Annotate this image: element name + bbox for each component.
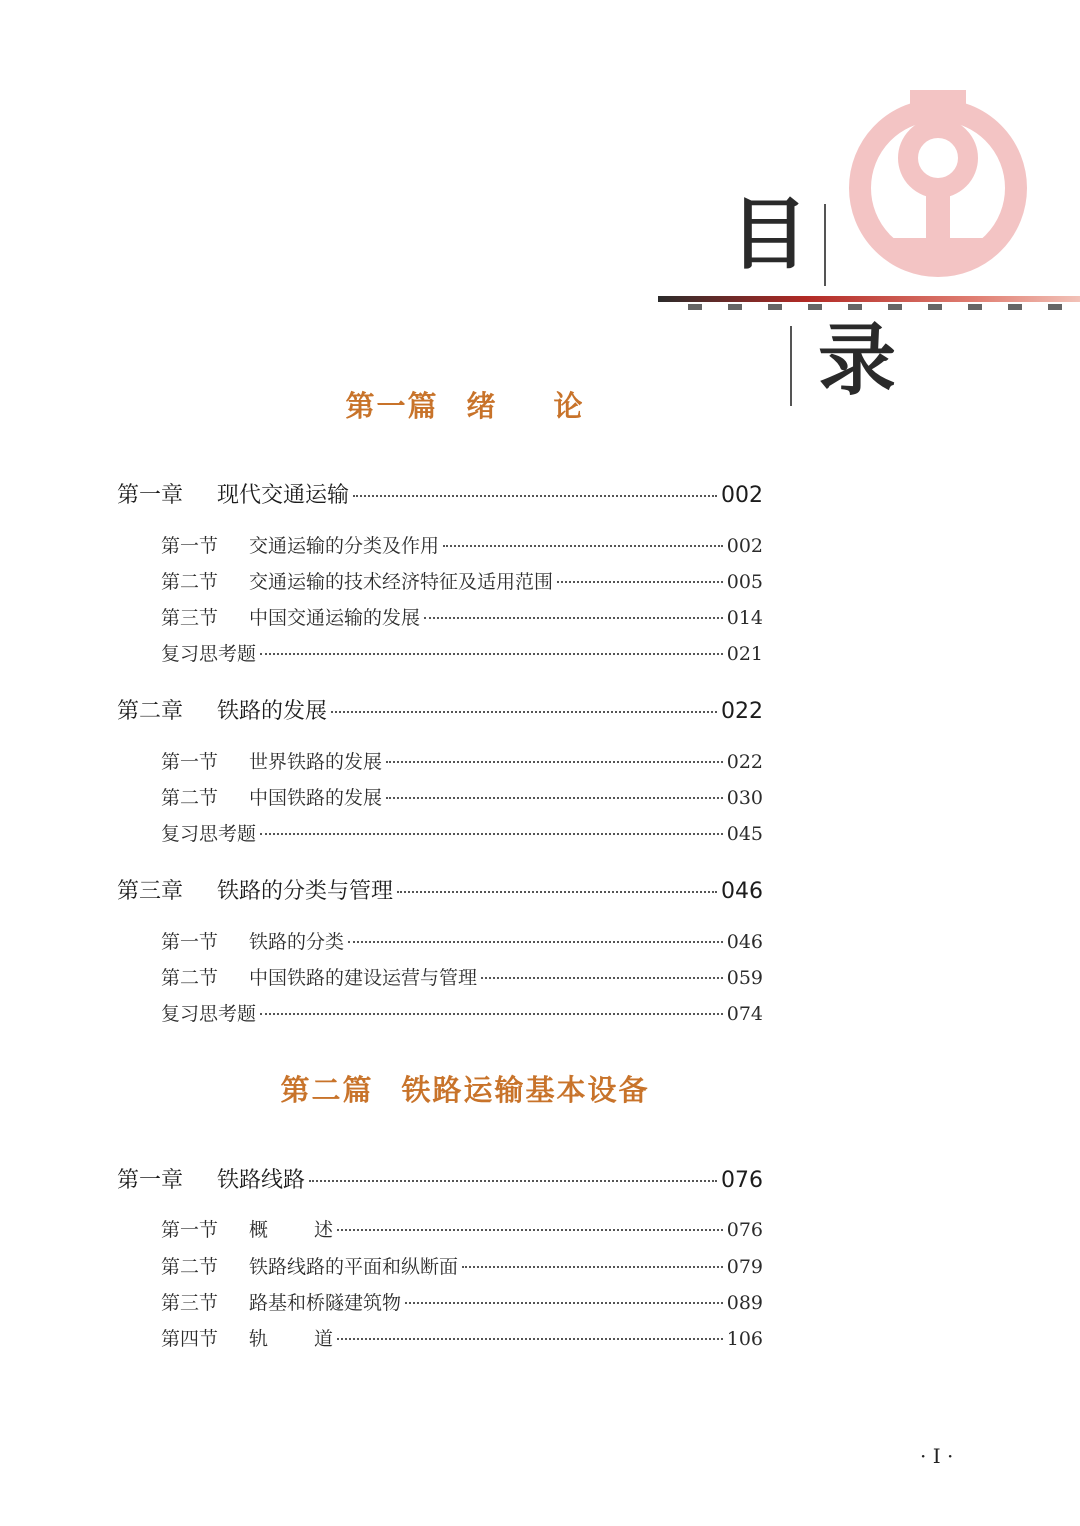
section-number: 第一节	[161, 751, 219, 773]
part-2-title	[0, 1068, 930, 1109]
dot-leader	[337, 1229, 723, 1231]
section-page: 074	[726, 1003, 763, 1025]
toc-chapter[interactable]	[117, 694, 763, 725]
part-1-title	[0, 384, 930, 425]
toc-section[interactable]	[161, 783, 763, 810]
dot-leader	[348, 941, 723, 943]
toc-section[interactable]	[161, 963, 763, 990]
section-number: 第一节	[161, 1219, 219, 1241]
dot-leader	[309, 1180, 717, 1182]
section-page: 059	[726, 967, 763, 989]
section-title: 路基和桥隧建筑物	[249, 1292, 402, 1314]
toc-section[interactable]	[161, 531, 763, 558]
section-page: 045	[726, 823, 763, 845]
chapter-page: 022	[721, 699, 763, 724]
chapter-page: 002	[721, 483, 763, 508]
section-title: 中国铁路的建设运营与管理	[249, 967, 478, 989]
title-char-mu: 目	[730, 190, 809, 280]
title-accent-bar	[658, 296, 1080, 310]
section-page: 002	[726, 535, 763, 557]
part-2-name: 铁路运输基本设备	[401, 1073, 650, 1107]
toc-section[interactable]	[161, 747, 763, 774]
section-number: 第二节	[161, 1256, 219, 1278]
section-number: 第二节	[161, 787, 219, 809]
section-title: 铁路线路的平面和纵断面	[249, 1256, 459, 1278]
section-page: 089	[726, 1292, 763, 1314]
dot-leader	[462, 1266, 723, 1268]
section-number: 第一节	[161, 931, 219, 953]
toc-section[interactable]	[161, 1252, 763, 1279]
toc-review[interactable]	[161, 999, 763, 1026]
section-title-b: 述	[314, 1219, 334, 1241]
section-page: 046	[726, 931, 763, 953]
section-title-a: 轨	[249, 1328, 269, 1350]
chapter-title: 铁路的发展	[217, 699, 328, 724]
section-page: 021	[726, 643, 763, 665]
section-title: 中国交通运输的发展	[249, 607, 421, 629]
toc-chapter[interactable]	[117, 874, 763, 905]
chapter-number: 第三章	[117, 879, 184, 904]
part-1-name-a: 绪	[466, 389, 498, 423]
toc-section[interactable]	[161, 1324, 763, 1351]
page-number: · I ·	[920, 1444, 954, 1468]
section-title: 交通运输的分类及作用	[249, 535, 440, 557]
title-char-lu: 录	[818, 316, 897, 406]
section-number: 第一节	[161, 535, 219, 557]
part-2-label: 第二篇	[280, 1073, 374, 1107]
section-title-a: 概	[249, 1219, 269, 1241]
toc-review[interactable]	[161, 639, 763, 666]
section-page: 076	[726, 1219, 763, 1241]
chapter-title: 现代交通运输	[217, 483, 350, 508]
section-page: 014	[726, 607, 763, 629]
dot-leader	[481, 977, 723, 979]
section-title: 铁路的分类	[249, 931, 345, 953]
dot-leader	[557, 581, 723, 583]
section-page: 022	[726, 751, 763, 773]
dot-leader	[260, 653, 723, 655]
review-title: 复习思考题	[161, 823, 257, 845]
section-number: 第四节	[161, 1328, 219, 1350]
toc-section[interactable]	[161, 1288, 763, 1315]
title-divider-top	[824, 204, 826, 286]
dot-leader	[397, 891, 717, 893]
part-1-name-b: 论	[553, 389, 585, 423]
section-title-b: 道	[314, 1328, 334, 1350]
section-number: 第二节	[161, 967, 219, 989]
chapter-number: 第一章	[117, 483, 184, 508]
section-number: 第三节	[161, 607, 219, 629]
toc-section[interactable]	[161, 603, 763, 630]
dot-leader	[260, 833, 723, 835]
section-number: 第三节	[161, 1292, 219, 1314]
review-title: 复习思考题	[161, 643, 257, 665]
review-title: 复习思考题	[161, 1003, 257, 1025]
dot-leader	[424, 617, 723, 619]
section-number: 第二节	[161, 571, 219, 593]
dot-leader	[386, 797, 723, 799]
chapter-title: 铁路线路	[217, 1168, 306, 1193]
dot-leader	[337, 1338, 723, 1340]
section-title	[249, 1324, 333, 1351]
dot-leader	[405, 1302, 723, 1304]
railway-logo-icon	[848, 88, 1028, 288]
chapter-page: 076	[721, 1168, 763, 1193]
dot-leader	[331, 711, 717, 713]
part-1-label: 第一篇	[345, 389, 439, 423]
section-title: 世界铁路的发展	[249, 751, 383, 773]
chapter-number: 第一章	[117, 1168, 184, 1193]
toc-chapter[interactable]	[117, 1163, 763, 1194]
dot-leader	[386, 761, 723, 763]
section-page: 030	[726, 787, 763, 809]
chapter-page: 046	[721, 879, 763, 904]
dot-leader	[260, 1013, 723, 1015]
chapter-title: 铁路的分类与管理	[217, 879, 394, 904]
section-page: 079	[726, 1256, 763, 1278]
section-title: 交通运输的技术经济特征及适用范围	[249, 571, 554, 593]
dot-leader	[353, 495, 717, 497]
section-page: 106	[726, 1328, 763, 1350]
chapter-number: 第二章	[117, 699, 184, 724]
toc-section[interactable]	[161, 927, 763, 954]
toc-chapter[interactable]	[117, 478, 763, 509]
toc-section[interactable]	[161, 567, 763, 594]
section-title	[249, 1215, 333, 1242]
section-page: 005	[726, 571, 763, 593]
section-title: 中国铁路的发展	[249, 787, 383, 809]
dot-leader	[443, 545, 723, 547]
toc-section[interactable]	[161, 1215, 763, 1242]
toc-review[interactable]	[161, 819, 763, 846]
